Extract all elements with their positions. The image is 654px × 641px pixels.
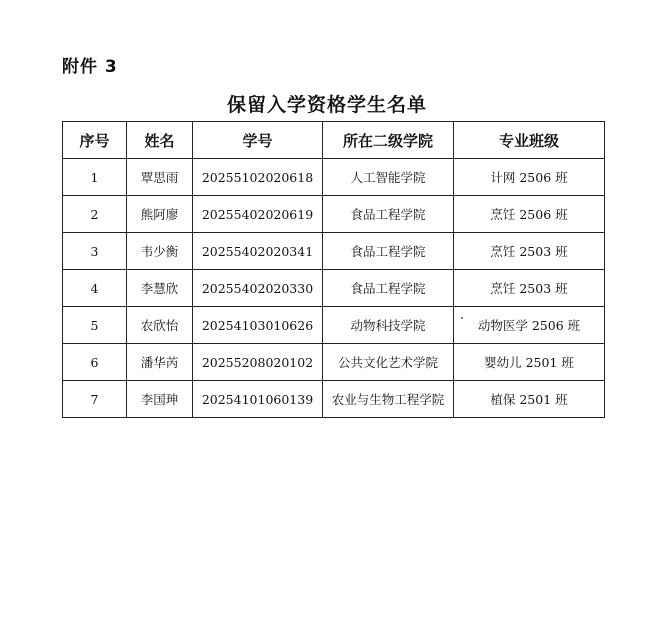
cell-name: 熊阿廖 bbox=[127, 196, 193, 233]
cell-index: 7 bbox=[63, 381, 127, 418]
cell-index: 4 bbox=[63, 270, 127, 307]
cell-index: 5 bbox=[63, 307, 127, 344]
cell-college: 食品工程学院 bbox=[323, 233, 454, 270]
cell-class: 烹饪 2506 班 bbox=[454, 196, 605, 233]
cell-student-id: 20255208020102 bbox=[193, 344, 323, 381]
table-row bbox=[63, 233, 605, 270]
document-title: 保留入学资格学生名单 bbox=[226, 94, 427, 116]
cell-name: 李慧欣 bbox=[127, 270, 193, 307]
cell-class: 烹饪 2503 班 bbox=[454, 270, 605, 307]
table-row bbox=[63, 307, 605, 344]
attachment-label: 附件 3 bbox=[62, 57, 118, 77]
cell-name: 农欣怡 bbox=[127, 307, 193, 344]
cell-student-id: 20255402020341 bbox=[193, 233, 323, 270]
cell-college: 农业与生物工程学院 bbox=[323, 381, 454, 418]
cell-college: 食品工程学院 bbox=[323, 196, 454, 233]
cell-class: 植保 2501 班 bbox=[454, 381, 605, 418]
student-list-table bbox=[62, 121, 605, 418]
cell-name: 潘华芮 bbox=[127, 344, 193, 381]
cell-student-id: 20255402020330 bbox=[193, 270, 323, 307]
header-student-id: 学号 bbox=[193, 122, 323, 159]
header-class: 专业班级 bbox=[454, 122, 605, 159]
table-row bbox=[63, 270, 605, 307]
header-index: 序号 bbox=[63, 122, 127, 159]
cell-class: 计网 2506 班 bbox=[454, 159, 605, 196]
table-row bbox=[63, 196, 605, 233]
cell-college: 人工智能学院 bbox=[323, 159, 454, 196]
cell-college: 食品工程学院 bbox=[323, 270, 454, 307]
cell-college: 公共文化艺术学院 bbox=[323, 344, 454, 381]
header-row bbox=[63, 122, 605, 159]
cell-student-id: 20255102020618 bbox=[193, 159, 323, 196]
cell-class: 烹饪 2503 班 bbox=[454, 233, 605, 270]
cell-index: 6 bbox=[63, 344, 127, 381]
cell-student-id: 20254101060139 bbox=[193, 381, 323, 418]
header-name: 姓名 bbox=[127, 122, 193, 159]
table-row bbox=[63, 381, 605, 418]
table-row bbox=[63, 159, 605, 196]
cell-name: 韦少衡 bbox=[127, 233, 193, 270]
cell-name: 李国珅 bbox=[127, 381, 193, 418]
cell-index: 1 bbox=[63, 159, 127, 196]
cell-index: 3 bbox=[63, 233, 127, 270]
cell-student-id: 20255402020619 bbox=[193, 196, 323, 233]
cell-college: 动物科技学院 bbox=[323, 307, 454, 344]
cell-name: 覃思雨 bbox=[127, 159, 193, 196]
scan-speck bbox=[461, 317, 463, 319]
cell-index: 2 bbox=[63, 196, 127, 233]
cell-class: 动物医学 2506 班 bbox=[454, 307, 605, 344]
cell-class: 婴幼儿 2501 班 bbox=[454, 344, 605, 381]
cell-student-id: 20254103010626 bbox=[193, 307, 323, 344]
header-college: 所在二级学院 bbox=[323, 122, 454, 159]
table-row bbox=[63, 344, 605, 381]
